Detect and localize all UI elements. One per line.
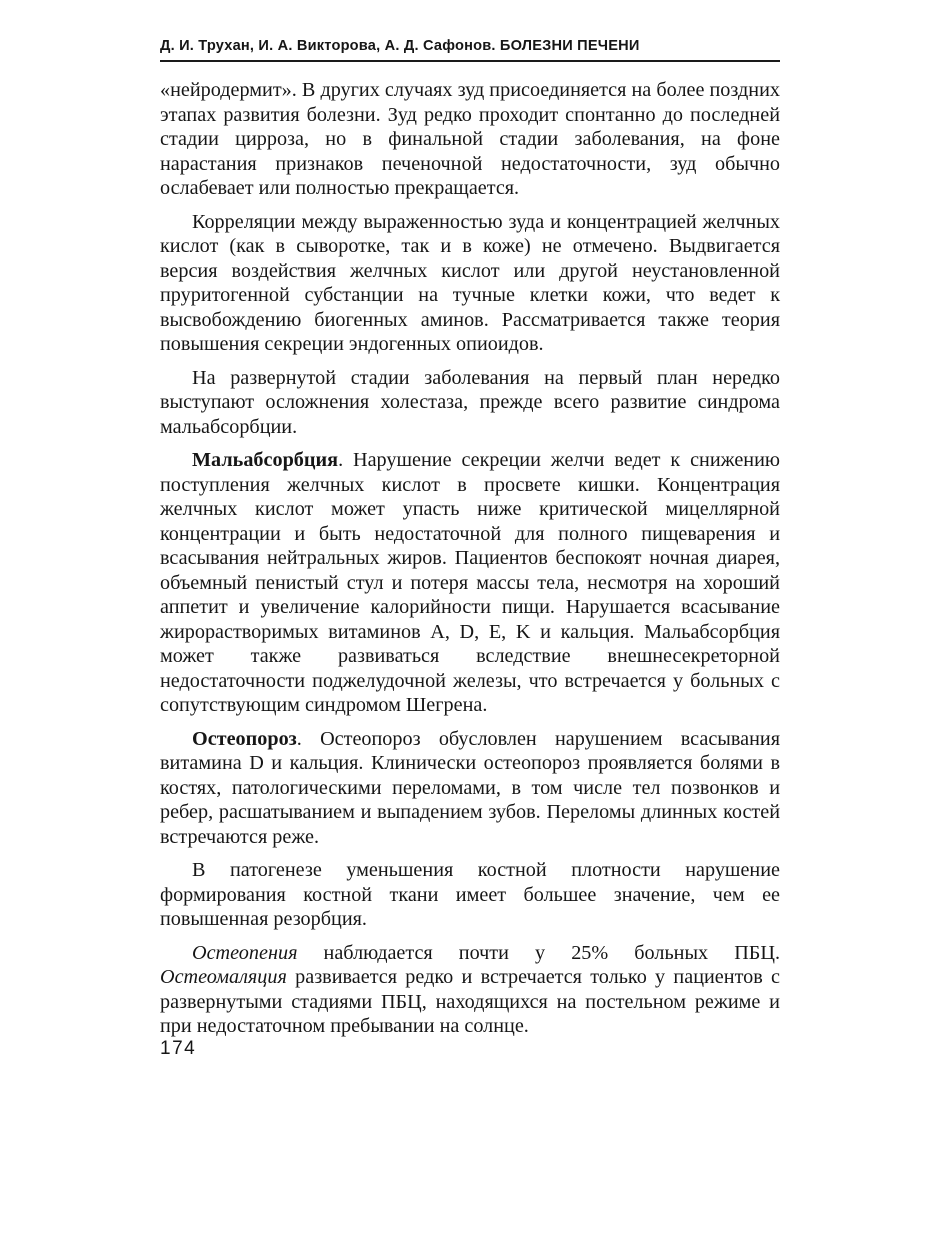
term-osteomalacia: Остеомаляция (160, 966, 287, 988)
paragraph-1: «нейродермит». В других случаях зуд присоединяется на более поздних этапах развития болезни. Зуд редко проходит спонтанно до последней стадии цирроза, но в финальной стадии заболевания, на фоне нарастания признаков печеночной недостаточности, зуд обычно ослабевает или полностью прекращается. (160, 79, 780, 199)
paragraph-6: В патогенезе уменьшения костной плотности нарушение формирования костной ткани имеет большее значение, чем ее повышенная резорбция. (160, 859, 780, 930)
paragraph-osteopenia-text-1: наблюдается почти у 25% больных ПБЦ. (297, 941, 780, 964)
header-rule (160, 60, 780, 62)
page-number: 174 (160, 1038, 197, 1059)
paragraph-osteopenia (160, 941, 780, 1039)
running-head: Д. И. Трухан, И. А. Викторова, А. Д. Сафонов. БОЛЕЗНИ ПЕЧЕНИ (160, 38, 640, 54)
paragraph-3: На развернутой стадии заболевания на первый план нередко выступают осложнения холестаза, прежде всего развитие синдрома мальабсорбции. (160, 366, 780, 438)
paragraph-osteopenia-text-2: развивается редко и встречается только у пациентов с развернутыми стадиями ПБЦ, находящихся на постельном режиме и при недостаточном пребывании на солнце. (160, 966, 780, 1037)
page-body (160, 78, 780, 1039)
paragraph-2: Корреляции между выраженностью зуда и концентрацией желчных кислот (как в сыворотке, так и в коже) не отмечено. Выдвигается версия воздействия желчных кислот или другой неустановленной пруритогенной субстанции на тучные клетки кожи, что ведет к высвобождению биогенных аминов. Рассматривается также теория повышения секреции эндогенных опиоидов. (160, 210, 780, 355)
paragraph-malabsorption-text: . Нарушение секреции желчи ведет к снижению поступления желчных кислот в просвете кишки. Концентрация желчных кислот может упасть ниже критической мицеллярной концентрации и быть недостаточной для полного пищеварения и всасывания нейтральных жиров. Пациентов беспокоят ночная диарея, объемный пенистый стул и потеря массы тела, несмотря на хороший аппетит и увеличение калорийности пищи. Нарушается всасывание жирорастворимых витаминов A, D, E, K и кальция. Мальабсорбция может также развиваться вследствие внешнесекреторной недостаточности поджелудочной железы, что встречается у больных с сопутствующим синдромом Шегрена. (160, 449, 780, 716)
term-osteopenia: Остеопения (192, 941, 298, 964)
section-heading-malabsorption: Мальабсорбция (192, 449, 339, 471)
section-heading-osteoporosis: Остеопороз (192, 727, 297, 750)
paragraph-osteoporosis (160, 727, 780, 850)
paragraph-osteoporosis-text: . Остеопороз обусловлен нарушением всасывания витамина D и кальция. Клинически остеопороз проявляется болями в костях, патологическими переломами, в том числе тел позвонков и ребер, расшатыванием и выпадением зубов. Переломы длинных костей встречаются реже. (160, 727, 780, 848)
paragraph-malabsorption (160, 448, 780, 718)
book-page (160, 36, 780, 1048)
